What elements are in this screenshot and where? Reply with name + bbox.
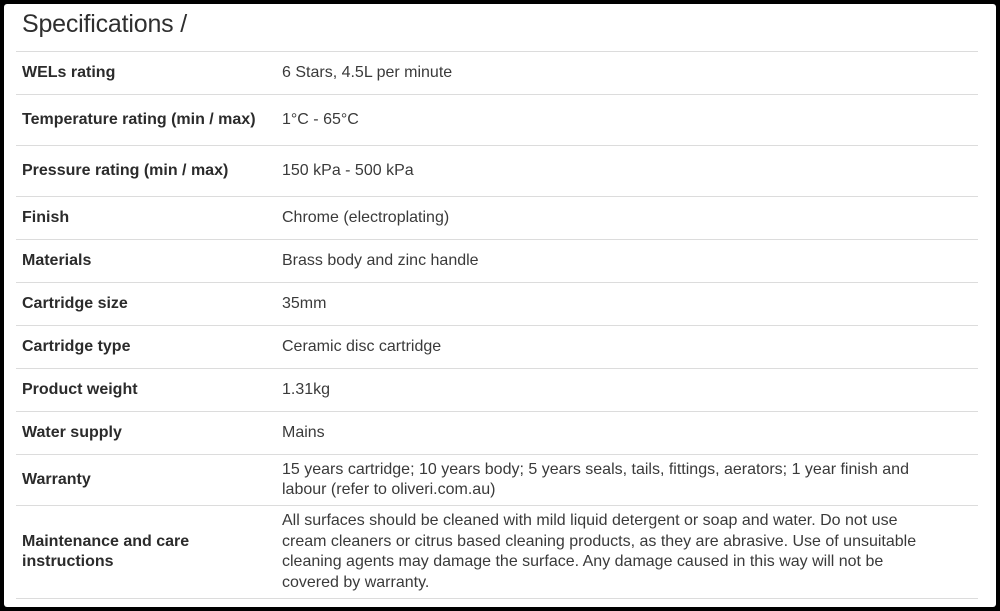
spec-value-finish: Chrome (electroplating): [282, 197, 978, 240]
table-row: [16, 506, 978, 599]
spec-value-wels-rating: 6 Stars, 4.5L per minute: [282, 52, 978, 95]
spec-label-cartridge-size: Cartridge size: [16, 283, 282, 326]
spec-value-cartridge-size: 35mm: [282, 283, 978, 326]
table-row: [16, 369, 978, 412]
spec-value-pressure-rating: 150 kPa - 500 kPa: [282, 146, 978, 197]
table-row: [16, 146, 978, 197]
spec-label-materials: Materials: [16, 240, 282, 283]
spec-value-warranty: 15 years cartridge; 10 years body; 5 years seals, tails, fittings, aerators; 1 year finish and labour (refer to oliveri.com.au): [282, 455, 978, 506]
table-row: [16, 326, 978, 369]
spec-label-water-supply: Water supply: [16, 412, 282, 455]
table-row: [16, 240, 978, 283]
spec-label-finish: Finish: [16, 197, 282, 240]
table-row: [16, 455, 978, 506]
table-row: [16, 95, 978, 146]
spec-value-product-weight: 1.31kg: [282, 369, 978, 412]
spec-label-wels-rating: WELs rating: [16, 52, 282, 95]
spec-label-warranty: Warranty: [16, 455, 282, 506]
page-title: Specifications /: [22, 10, 187, 38]
spec-label-cartridge-type: Cartridge type: [16, 326, 282, 369]
specifications-table: [16, 51, 978, 599]
spec-value-materials: Brass body and zinc handle: [282, 240, 978, 283]
specifications-panel: [4, 4, 996, 607]
table-row: [16, 412, 978, 455]
table-row: [16, 197, 978, 240]
spec-label-temperature-rating: Temperature rating (min / max): [16, 95, 282, 146]
table-row: [16, 52, 978, 95]
spec-value-maintenance: All surfaces should be cleaned with mild liquid detergent or soap and water. Do not use cream cleaners or citrus based cleaning products, as they are abrasive. Use of unsuitable cleaning agents may damage the surface. Any damage caused in this way will not be covered by warranty.: [282, 506, 978, 599]
spec-label-pressure-rating: Pressure rating (min / max): [16, 146, 282, 197]
spec-value-temperature-rating: 1°C - 65°C: [282, 95, 978, 146]
spec-label-maintenance: Maintenance and care instructions: [16, 506, 282, 599]
spec-value-cartridge-type: Ceramic disc cartridge: [282, 326, 978, 369]
table-row: [16, 283, 978, 326]
spec-label-product-weight: Product weight: [16, 369, 282, 412]
spec-value-water-supply: Mains: [282, 412, 978, 455]
